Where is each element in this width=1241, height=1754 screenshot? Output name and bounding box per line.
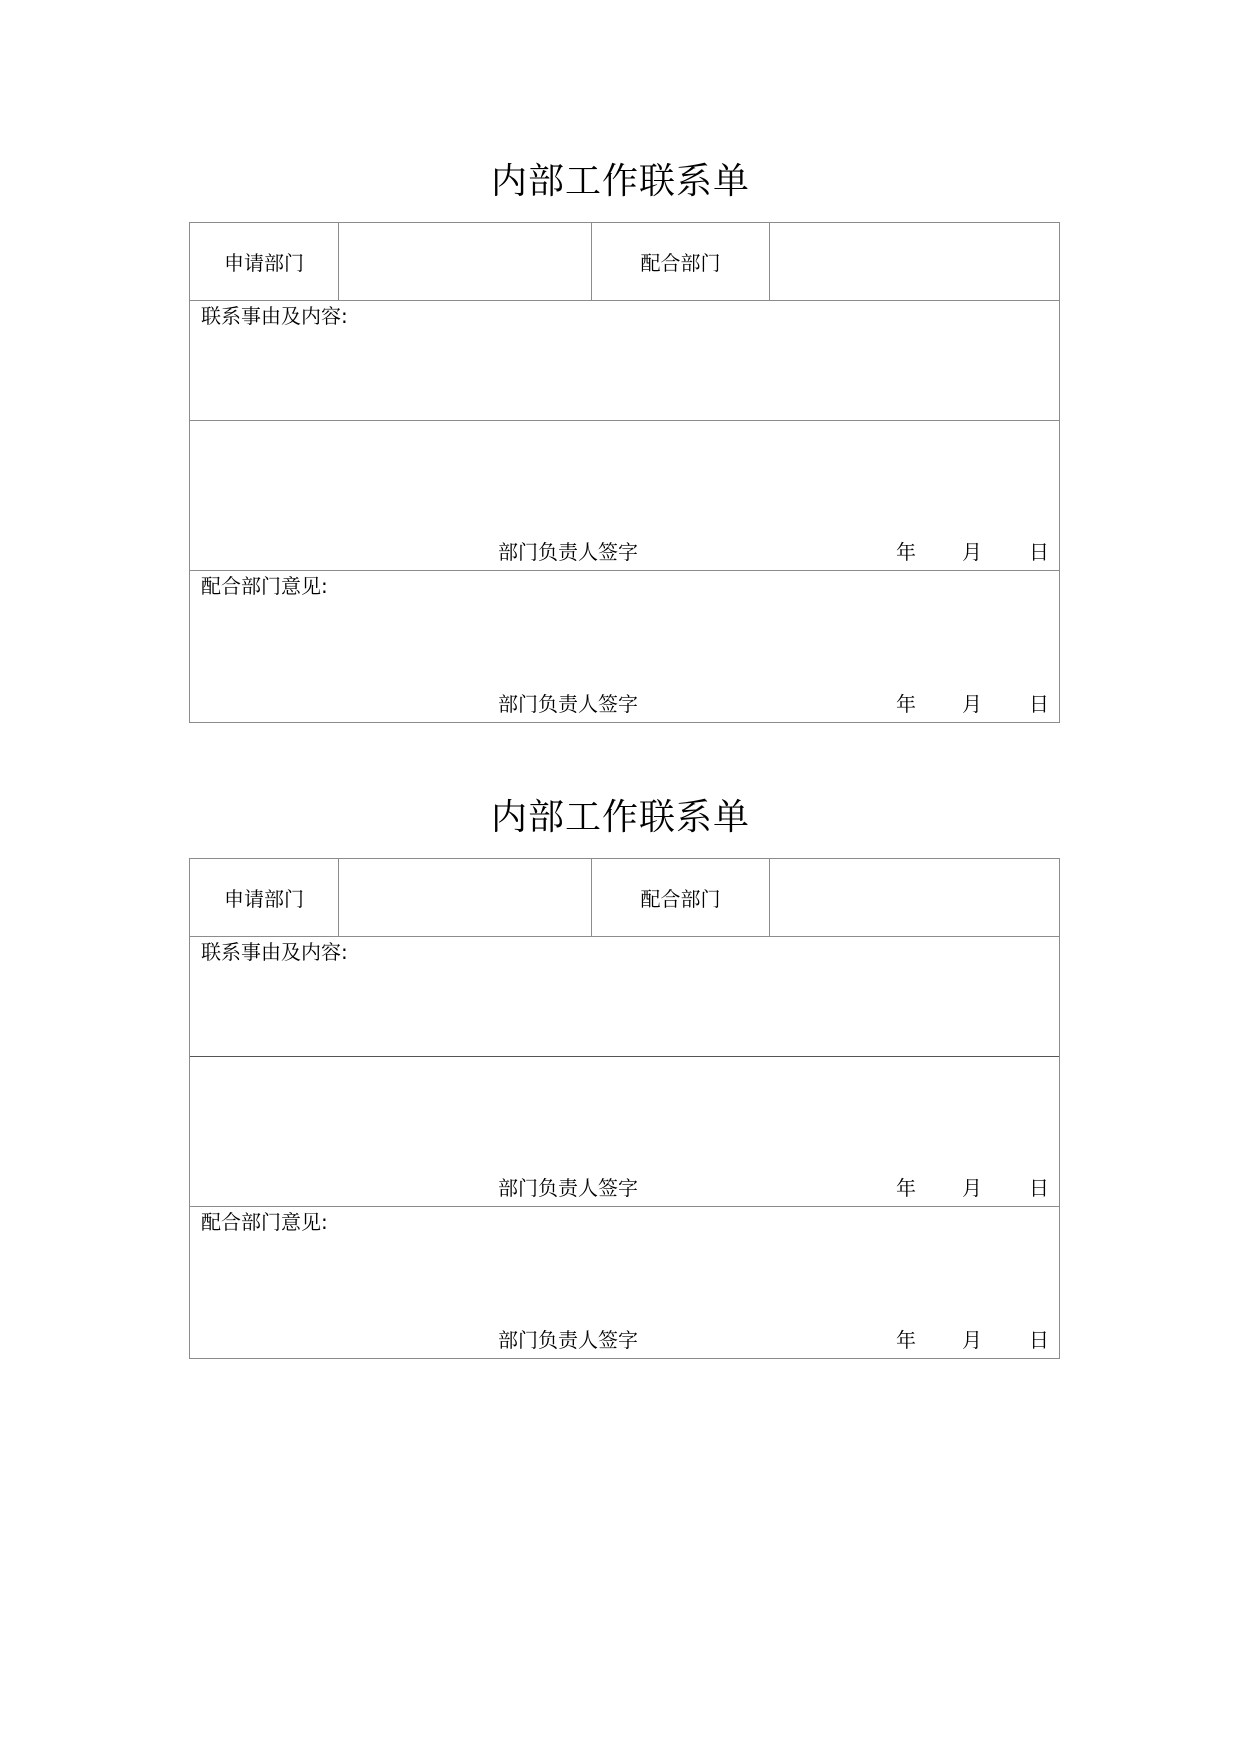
header-row [190, 223, 1059, 301]
date-day-label: 日 [1029, 692, 1049, 716]
date-year-label: 年 [896, 1328, 916, 1352]
date-month-label: 月 [962, 1176, 982, 1200]
coop-opinion-label: 配合部门意见: [201, 1210, 328, 1234]
header-row [190, 859, 1059, 937]
signature-label: 部门负责人签字 [498, 540, 638, 564]
dept-sign-row[interactable] [190, 1057, 1059, 1207]
date-day-label: 日 [1029, 540, 1049, 564]
signature-label: 部门负责人签字 [498, 1176, 638, 1200]
signature-line [190, 538, 1059, 566]
date-month-label: 月 [962, 540, 982, 564]
date-year-label: 年 [896, 1176, 916, 1200]
signature-line [190, 1174, 1059, 1202]
content-label: 联系事由及内容: [201, 940, 348, 964]
content-row[interactable] [190, 301, 1059, 421]
date-day-label: 日 [1029, 1328, 1049, 1352]
form-title: 内部工作联系单 [490, 161, 750, 202]
signature-line [190, 690, 1059, 718]
applicant-dept-field[interactable] [339, 859, 592, 936]
date-day-label: 日 [1029, 1176, 1049, 1200]
coop-dept-field[interactable] [770, 859, 1059, 936]
signature-label: 部门负责人签字 [498, 692, 638, 716]
coop-opinion-label: 配合部门意见: [201, 574, 328, 598]
date-month-label: 月 [962, 1328, 982, 1352]
applicant-dept-field[interactable] [339, 223, 592, 300]
signature-line [190, 1326, 1059, 1354]
content-row[interactable] [190, 937, 1059, 1057]
coop-dept-label: 配合部门 [592, 859, 770, 936]
coop-opinion-row[interactable] [190, 571, 1059, 722]
form-table [189, 858, 1060, 1359]
form-title: 内部工作联系单 [490, 797, 750, 838]
date-month-label: 月 [962, 692, 982, 716]
coop-dept-label: 配合部门 [592, 223, 770, 300]
date-year-label: 年 [896, 692, 916, 716]
signature-label: 部门负责人签字 [498, 1328, 638, 1352]
form-table [189, 222, 1060, 723]
dept-sign-row[interactable] [190, 421, 1059, 571]
applicant-dept-label: 申请部门 [190, 223, 339, 300]
coop-opinion-row[interactable] [190, 1207, 1059, 1358]
content-label: 联系事由及内容: [201, 304, 348, 328]
applicant-dept-label: 申请部门 [190, 859, 339, 936]
date-year-label: 年 [896, 540, 916, 564]
coop-dept-field[interactable] [770, 223, 1059, 300]
